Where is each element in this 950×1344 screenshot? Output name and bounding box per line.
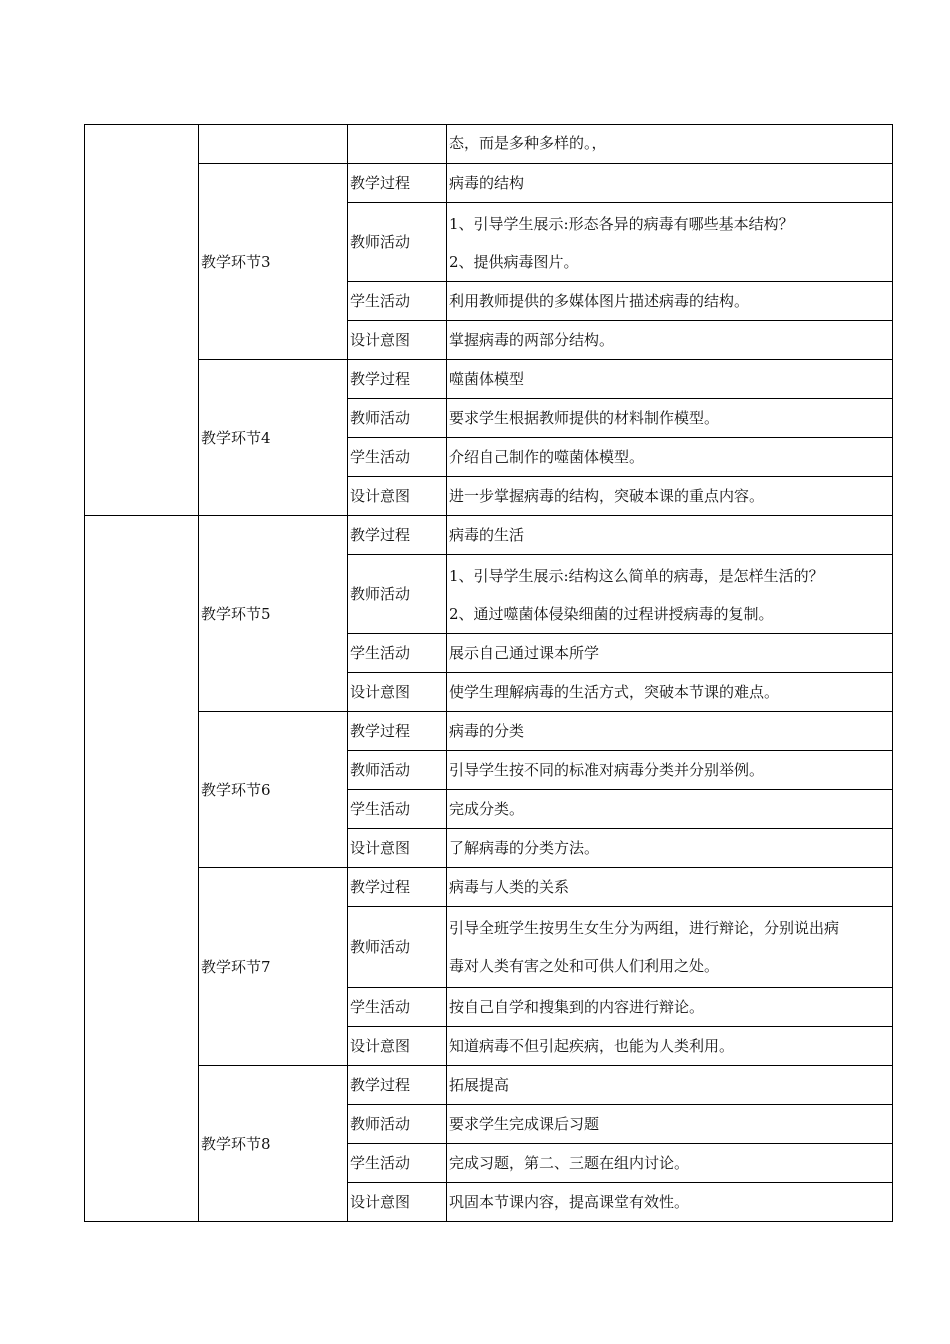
row-label-cell [348,321,447,360]
row-content-line: 引导全班学生按男生女生分为两组，进行辩论，分别说出病 [449,919,840,937]
row-content-cell [447,203,893,282]
row-content-line: 巩固本节课内容，提高课堂有效性。 [449,1193,690,1211]
row-content-cell [447,164,893,203]
row-content-line: 1、引导学生展示:结构这么简单的病毒，是怎样生活的？ [449,567,824,585]
row-label-cell [348,516,447,555]
row-content-line: 要求学生根据教师提供的材料制作模型。 [449,409,720,427]
section-title: 教学环节8 [201,1134,271,1153]
row-label: 学生活动 [350,448,411,466]
row-label: 教学过程 [350,878,411,896]
row-label-cell [348,673,447,712]
row-label: 设计意图 [350,487,411,505]
section-title-cell [199,1066,348,1222]
outer-phase-cell-1 [85,125,199,516]
row-content-line: 了解病毒的分类方法。 [449,839,600,857]
row-content-line: 进一步掌握病毒的结构，突破本课的重点内容。 [449,487,765,505]
empty-section-cell [199,125,348,164]
row-content-cell [447,829,893,868]
row-content-cell [447,988,893,1027]
row-label: 设计意图 [350,1193,411,1211]
row-label: 学生活动 [350,644,411,662]
row-label: 设计意图 [350,839,411,857]
row-label: 教学过程 [350,722,411,740]
row-label: 教师活动 [350,233,411,251]
row-label-cell [348,360,447,399]
row-content-line: 引导学生按不同的标准对病毒分类并分别举例。 [449,761,765,779]
section-row [85,516,893,555]
row-label-cell [348,907,447,988]
row-content-line: 利用教师提供的多媒体图片描述病毒的结构。 [449,292,750,310]
row-content-line: 1、引导学生展示:形态各异的病毒有哪些基本结构？ [449,215,794,233]
row-label-cell [348,868,447,907]
row-label: 教学过程 [350,526,411,544]
row-content-line: 完成习题，第二、三题在组内讨论。 [449,1154,690,1172]
section-title: 教学环节7 [201,957,271,976]
row-label: 教师活动 [350,1115,411,1133]
section-title: 教学环节4 [201,428,271,447]
row-content-cell [447,1066,893,1105]
empty-label-cell [348,125,447,164]
row-content-cell [447,868,893,907]
section-title-cell [199,164,348,360]
row-content-cell [447,751,893,790]
section-title: 教学环节5 [201,604,271,623]
row-content-cell [447,907,893,988]
row-content-cell [447,673,893,712]
row-content-cell [447,555,893,634]
row-content-cell [447,438,893,477]
row-content-cell [447,399,893,438]
row-content-line: 病毒的生活 [449,526,525,544]
row-content-line: 使学生理解病毒的生活方式，突破本节课的难点。 [449,683,780,701]
row-content-line: 毒对人类有害之处和可供人们利用之处。 [449,957,720,975]
row-content-cell [447,360,893,399]
row-content-cell [447,712,893,751]
row-label-cell [348,438,447,477]
row-content-cell [447,1183,893,1222]
row-content-cell [447,1144,893,1183]
row-content-line: 2、通过噬菌体侵染细菌的过程讲授病毒的复制。 [449,605,774,623]
row-content-line: 要求学生完成课后习题 [449,1115,600,1133]
row-label-cell [348,634,447,673]
row-content-line: 介绍自己制作的噬菌体模型。 [449,448,645,466]
row-label: 教学过程 [350,1076,411,1094]
row-label-cell [348,477,447,516]
row-label: 设计意图 [350,331,411,349]
section-row [85,164,893,203]
row-content-cell [447,321,893,360]
row-content-line: 2、提供病毒图片。 [449,253,579,271]
outer-phase-cell-2 [85,516,199,1222]
row-label-cell [348,829,447,868]
row-content-cell [447,477,893,516]
row-label-cell [348,282,447,321]
row-content-cell [447,516,893,555]
row-label: 设计意图 [350,683,411,701]
row-label: 学生活动 [350,998,411,1016]
row-label: 学生活动 [350,1154,411,1172]
row-label-cell [348,399,447,438]
section-title-cell [199,516,348,712]
row-content-cell [447,634,893,673]
row-label-cell [348,555,447,634]
row-label: 教师活动 [350,938,411,956]
row-label-cell [348,790,447,829]
section-title: 教学环节6 [201,780,271,799]
row-content-cell [447,1105,893,1144]
row-label-cell [348,1105,447,1144]
row-label-cell [348,1144,447,1183]
row-label-cell [348,988,447,1027]
row-label: 教师活动 [350,409,411,427]
row-content-line: 知道病毒不但引起疾病，也能为人类利用。 [449,1037,735,1055]
row-label-cell [348,712,447,751]
row-content-line: 病毒的分类 [449,722,525,740]
row-label-cell [348,164,447,203]
row-label: 教学过程 [350,174,411,192]
lesson-plan-table [84,124,893,1222]
row-label: 教学过程 [350,370,411,388]
row-content-line: 按自己自学和搜集到的内容进行辩论。 [449,998,705,1016]
row-label: 学生活动 [350,800,411,818]
row-content-line: 病毒与人类的关系 [449,878,570,896]
row-content-cell [447,1027,893,1066]
section-title-cell [199,360,348,516]
continuation-row [85,125,893,164]
row-label-cell [348,1066,447,1105]
row-content-line: 噬菌体模型 [449,370,525,388]
row-label: 教师活动 [350,761,411,779]
continuation-text-cell [447,125,893,164]
row-content-line: 掌握病毒的两部分结构。 [449,331,615,349]
section-title: 教学环节3 [201,252,271,271]
section-row [85,360,893,399]
row-label: 学生活动 [350,292,411,310]
section-title-cell [199,868,348,1066]
section-row [85,1066,893,1105]
row-content-cell [447,790,893,829]
continuation-text: 态，而是多种多样的。， [449,134,607,152]
row-label-cell [348,203,447,282]
section-row [85,712,893,751]
section-title-cell [199,712,348,868]
row-content-cell [447,282,893,321]
row-content-line: 拓展提高 [449,1076,510,1094]
row-content-line: 展示自己通过课本所学 [449,644,600,662]
row-content-line: 病毒的结构 [449,174,525,192]
row-content-line: 完成分类。 [449,800,525,818]
row-label: 设计意图 [350,1037,411,1055]
row-label-cell [348,1183,447,1222]
section-row [85,868,893,907]
row-label-cell [348,751,447,790]
row-label-cell [348,1027,447,1066]
row-label: 教师活动 [350,585,411,603]
